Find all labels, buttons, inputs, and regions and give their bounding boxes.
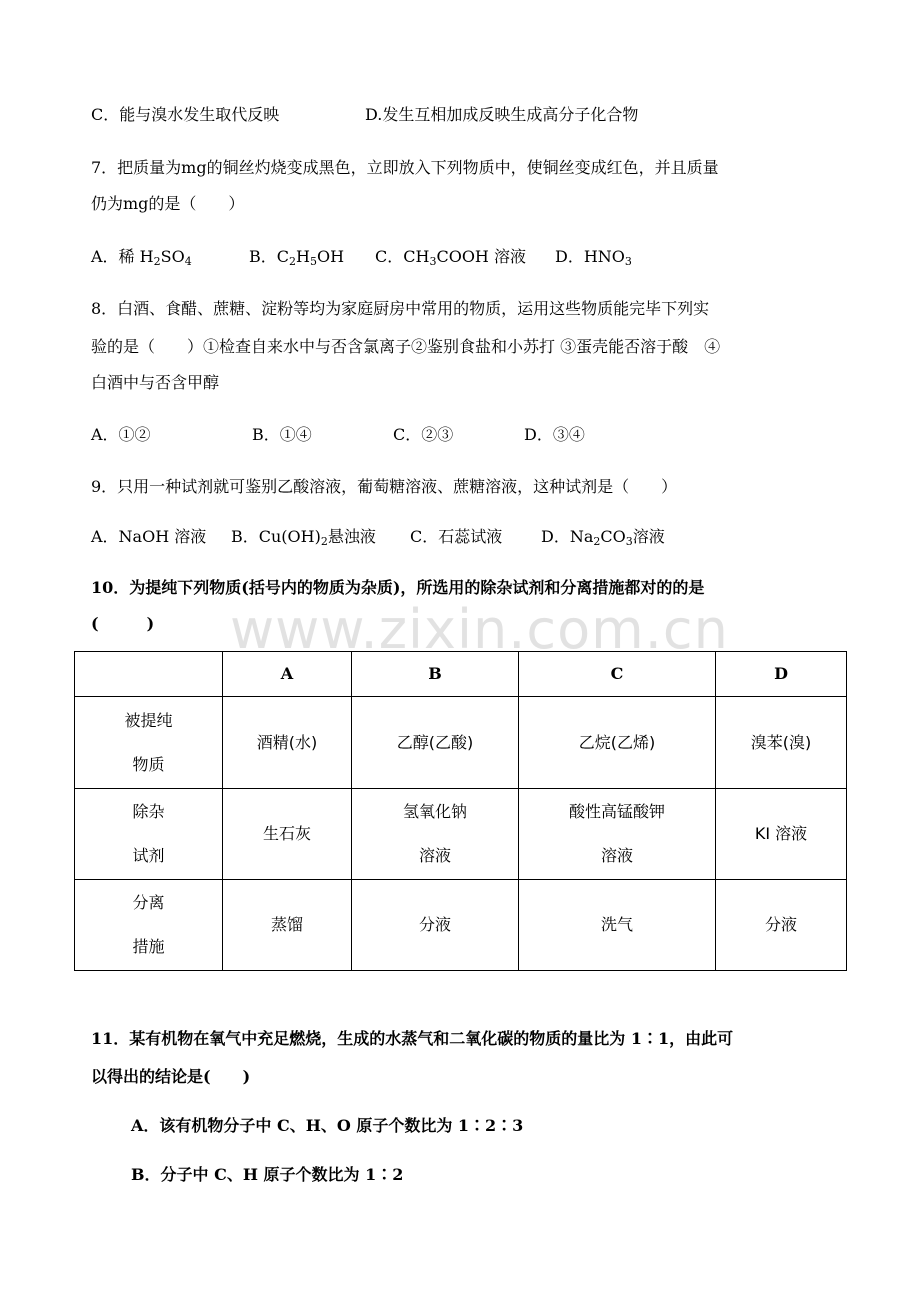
q7-option-c: C．$CH_3COOH$ 溶液 bbox=[375, 247, 526, 268]
table-cell: 氢氧化钠 溶液 bbox=[352, 789, 519, 880]
table-cell: 溴苯(溴) bbox=[716, 697, 847, 789]
table-cell: 分液 bbox=[352, 880, 519, 971]
q6-options bbox=[91, 104, 638, 126]
q11-option-b: B．分子中 C、H 原子个数比为 1∶2 bbox=[131, 1165, 404, 1184]
q8-stem-line-1: 8．白酒、食醋、蔗糖、淀粉等均为家庭厨房中常用的物质，运用这些物质能完毕下列实 bbox=[91, 299, 710, 318]
q8-stem-line-2: 验的是（ ）①检查自来水中与否含氯离子②鉴别食盐和小苏打 ③蛋壳能否溶于酸 ④ bbox=[91, 337, 721, 356]
q9-option-c: C．石蕊试液 bbox=[410, 527, 503, 546]
table-header-cell: C bbox=[519, 652, 716, 697]
purification-table bbox=[74, 651, 847, 971]
q7-option-d: D．$HNO_3$ bbox=[555, 247, 632, 268]
table-row bbox=[75, 880, 847, 971]
row-label: 分离 措施 bbox=[75, 880, 223, 971]
table-cell: 分液 bbox=[716, 880, 847, 971]
q7-options bbox=[91, 246, 632, 268]
q11-stem-line-2: 以得出的结论是( ) bbox=[91, 1067, 251, 1086]
table-cell: 酸性高锰酸钾 溶液 bbox=[519, 789, 716, 880]
table-cell: 生石灰 bbox=[223, 789, 352, 880]
q8-stem-line-3: 白酒中与否含甲醇 bbox=[91, 373, 220, 392]
q10-stem-line-1: 10．为提纯下列物质(括号内的物质为杂质)，所选用的除杂试剂和分离措施都对的的是 bbox=[91, 578, 705, 597]
q6-option-c: C．能与溴水发生取代反映 bbox=[91, 105, 280, 124]
q9-option-b: B．$Cu(OH)_2$悬浊液 bbox=[231, 527, 376, 548]
q11-option-a: A．该有机物分子中 C、H、O 原子个数比为 1∶2∶3 bbox=[131, 1116, 524, 1135]
table-cell: 酒精(水) bbox=[223, 697, 352, 789]
table-header-row bbox=[75, 652, 847, 697]
table-row bbox=[75, 789, 847, 880]
table-cell: 乙醇(乙酸) bbox=[352, 697, 519, 789]
table-cell: 乙烷(乙烯) bbox=[519, 697, 716, 789]
q9-stem: 9．只用一种试剂就可鉴别乙酸溶液，葡萄糖溶液、蔗糖溶液，这种试剂是（ ） bbox=[91, 477, 678, 496]
q7-stem-line-1: 7．把质量为mg的铜丝灼烧变成黑色，立即放入下列物质中，使铜丝变成红色，并且质量 bbox=[91, 158, 719, 177]
q8-options bbox=[91, 424, 585, 446]
q6-option-d: D.发生互相加成反映生成高分子化合物 bbox=[365, 105, 639, 124]
table-header-cell: B bbox=[352, 652, 519, 697]
q8-option-c: C．②③ bbox=[393, 425, 454, 444]
q8-option-d: D．③④ bbox=[524, 425, 585, 444]
q8-option-b: B．①④ bbox=[252, 425, 312, 444]
table-cell: 洗气 bbox=[519, 880, 716, 971]
table-header-cell bbox=[75, 652, 223, 697]
table-cell: KI 溶液 bbox=[716, 789, 847, 880]
table-cell: 蒸馏 bbox=[223, 880, 352, 971]
table-header-cell: D bbox=[716, 652, 847, 697]
q7-option-b: B．$C_2H_5OH$ bbox=[249, 247, 345, 268]
q9-option-d: D．$Na_2CO_3$溶液 bbox=[541, 527, 665, 548]
row-label: 被提纯 物质 bbox=[75, 697, 223, 789]
q8-option-a: A．①② bbox=[91, 425, 151, 444]
q7-stem-line-2: 仍为mg的是（ ） bbox=[91, 194, 245, 213]
q10-stem-line-2: ( ) bbox=[91, 614, 155, 633]
row-label: 除杂 试剂 bbox=[75, 789, 223, 880]
watermark: www.zixin.com.cn bbox=[230, 598, 729, 661]
table-row bbox=[75, 697, 847, 789]
q9-option-a: A．NaOH 溶液 bbox=[91, 527, 207, 546]
q9-options bbox=[91, 526, 665, 548]
q11-stem-line-1: 11．某有机物在氧气中充足燃烧，生成的水蒸气和二氧化碳的物质的量比为 1∶1，由此可 bbox=[91, 1029, 734, 1048]
q7-option-a: A．稀 $H_2SO_4$ bbox=[91, 247, 192, 268]
table-header-cell: A bbox=[223, 652, 352, 697]
